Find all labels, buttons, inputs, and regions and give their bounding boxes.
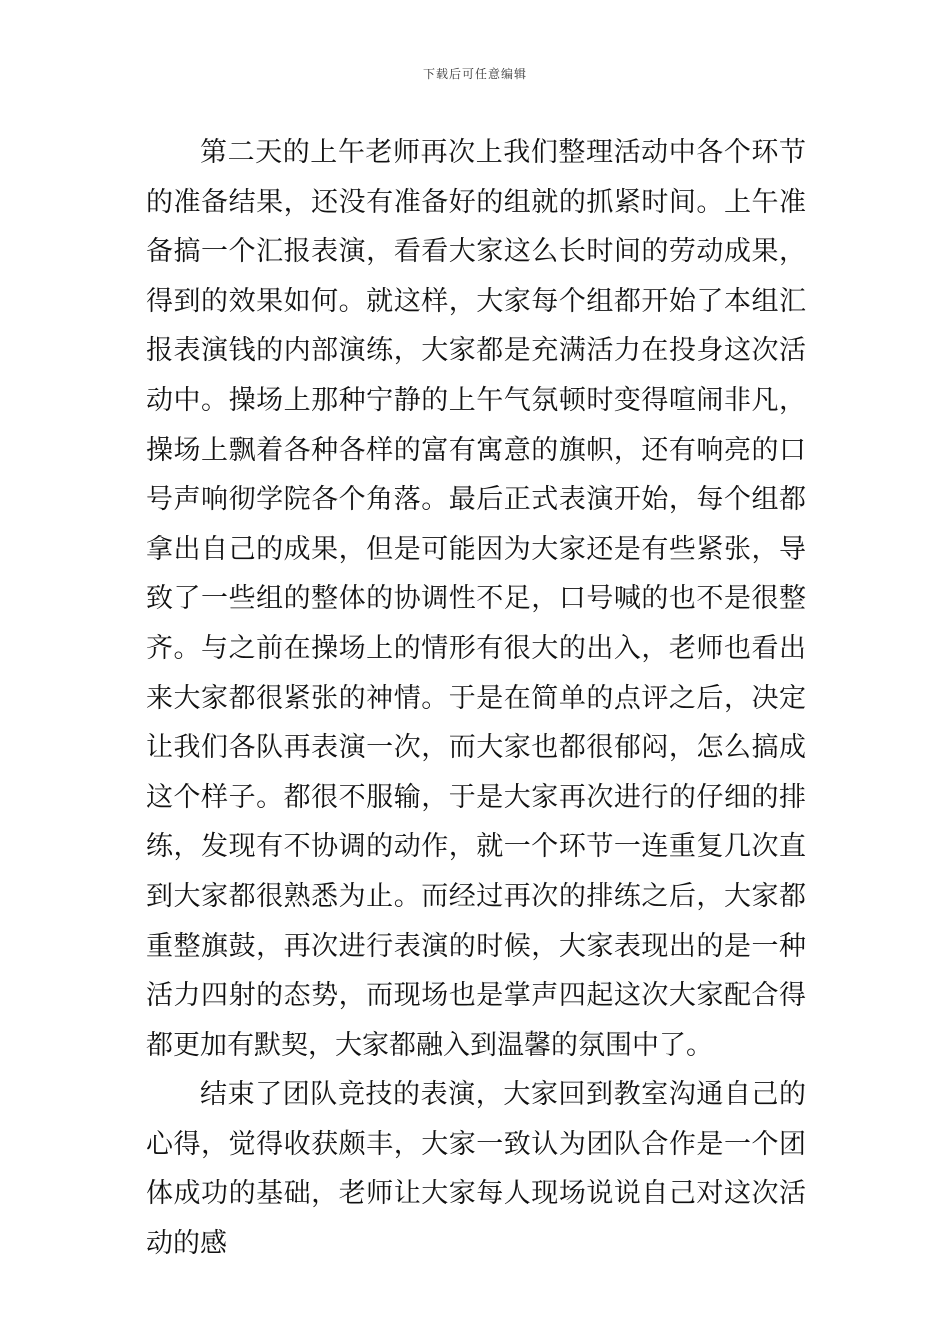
- document-body: [146, 128, 806, 1269]
- page-header: 下载后可任意编辑: [422, 67, 527, 81]
- paragraph-1: 第二天的上午老师再次上我们整理活动中各个环节的准备结果，还没有准备好的组就的抓紧时间。上午准备搞一个汇报表演，看看大家这么长时间的劳动成果，得到的效果如何。就这样，大家每个组都开始了本组汇报表演钱的内部演练，大家都是充满活力在投身这次活动中。操场上那种宁静的上午气氛顿时变得喧闹非凡，操场上飘着各种各样的富有寓意的旗帜，还有响亮的口号声响彻学院各个角落。最后正式表演开始，每个组都拿出自己的成果，但是可能因为大家还是有些紧张，导致了一些组的整体的协调性不足，口号喊的也不是很整齐。与之前在操场上的情形有很大的出入，老师也看出来大家都很紧张的神情。于是在简单的点评之后，决定让我们各队再表演一次，而大家也都很郁闷，怎么搞成这个样子。都很不服输，于是大家再次进行的仔细的排练，发现有不协调的动作，就一个环节一连重复几次直到大家都很熟悉为止。而经过再次的排练之后，大家都重整旗鼓，再次进行表演的时候，大家表现出的是一种活力四射的态势，而现场也是掌声四起这次大家配合得都更加有默契，大家都融入到温馨的氛围中了。: [146, 137, 806, 1061]
- paragraph-2: 结束了团队竞技的表演，大家回到教室沟通自己的心得，觉得收获颇丰，大家一致认为团队合作是一个团体成功的基础，老师让大家每人现场说说自己对这次活动的感: [146, 1079, 806, 1260]
